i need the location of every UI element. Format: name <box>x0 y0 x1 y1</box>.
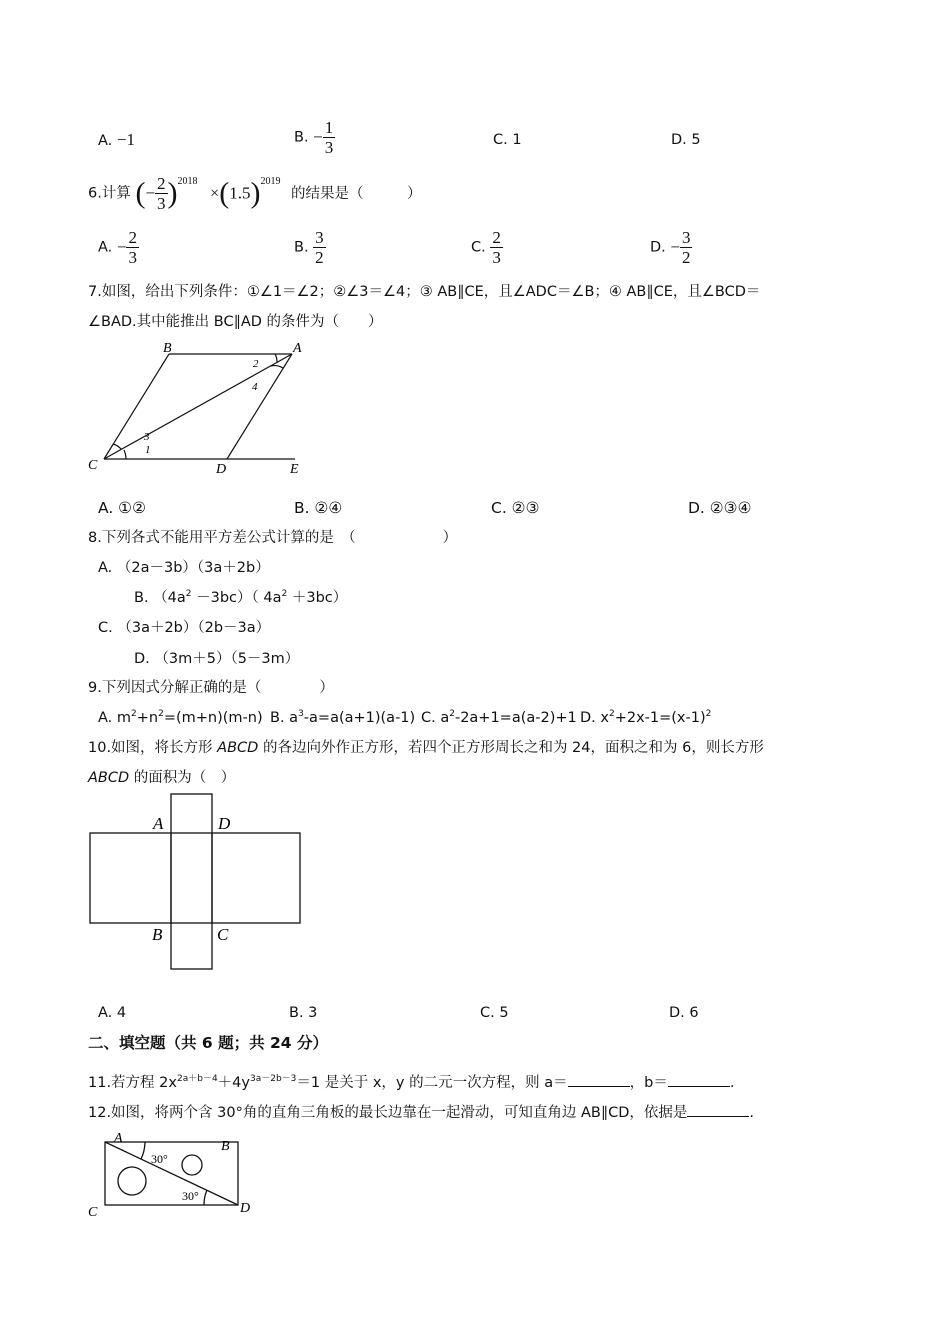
q5-option-b: B. − $\frac{1}{3}$ <box>294 118 334 157</box>
label-c: C <box>88 1205 98 1220</box>
q5-option-c: C. 1 <box>493 132 522 148</box>
label-a: A <box>114 1131 123 1146</box>
q5-option-a: A. −1 <box>98 130 135 149</box>
q8-option-a: A. （2a－3b）（3a＋2b） <box>98 560 270 576</box>
q10-option-d: D. 6 <box>669 1005 699 1021</box>
q10-option-c: C. 5 <box>480 1005 509 1021</box>
q9-option-c: C. $a^2-2a+1=a(a-2)+1$ <box>421 709 577 726</box>
q7-figure <box>85 336 315 481</box>
q9-option-b: B. $a^3-a=a(a+1)(a-1)$ <box>270 709 416 726</box>
label-b: B <box>163 341 172 356</box>
q7-option-a: A. ①② <box>98 499 146 517</box>
label-b: B <box>152 925 163 944</box>
angle-label-3: 3 <box>144 431 150 443</box>
q6-option-c: C. $\frac{2}{3}$ <box>471 228 501 267</box>
section-2-heading: 二、填空题（共 6 题；共 24 分） <box>88 1034 328 1052</box>
angle-label-30-bottom: 30° <box>182 1189 199 1203</box>
q8-option-c: C. （3a＋2b）（2b－3a） <box>98 620 271 636</box>
q9-option-d: D. $x^2+2x-1=(x-1)^2$ <box>580 709 712 726</box>
q5-option-d: D. 5 <box>671 132 701 148</box>
q9-option-a: A. $m^2+n^2=(m+n)(m-n)$ <box>98 709 263 726</box>
label-d: D <box>240 1201 251 1216</box>
question-7-line-1: 7.如图，给出下列条件：①∠1＝∠2；②∠3＝∠4；③ AB∥CE，且∠ADC＝∠B；④ AB∥CE，且∠BCD＝ <box>88 284 761 300</box>
angle-label-1: 1 <box>145 444 151 456</box>
q7-option-b: B. ②④ <box>294 499 343 517</box>
question-7-line-2: ∠BAD.其中能推出 BC∥AD 的条件为（ ） <box>88 314 383 330</box>
q8-option-b: B. $(4a^2 -3bc)$（ $4a^2 +3bc$） <box>134 589 348 606</box>
answer-blank-a[interactable] <box>568 1072 630 1087</box>
answer-blank-b[interactable] <box>668 1072 730 1087</box>
label-a: A <box>153 814 164 833</box>
question-8-stem: 8.下列各式不能用平方差公式计算的是 （ ） <box>88 530 458 546</box>
label-e: E <box>290 462 299 477</box>
label-c: C <box>217 925 229 944</box>
question-10-line-1: 10.如图，将长方形 ABCD 的各边向外作正方形，若四个正方形周长之和为 24，面积之和为 6，则长方形 <box>88 740 764 756</box>
q10-option-b: B. 3 <box>289 1005 318 1021</box>
label-d: D <box>216 462 227 477</box>
angle-label-4: 4 <box>252 381 258 393</box>
label-a: A <box>293 341 302 356</box>
question-11: 11.若方程 $2x^{2a+b-4}+4y^{3a-2b-3}=1$ 是关于 x，y 的二元一次方程，则 a＝ ，b＝ . <box>88 1072 734 1093</box>
question-6-stem: 6.计算 (− $\frac{2}{3}$ )$^{2018} \times(1.5)^{2019}$ 的结果是（ ） <box>88 174 422 213</box>
answer-blank-reason[interactable] <box>687 1102 749 1117</box>
q8-option-d: D. （3m＋5）（5－3m） <box>134 651 300 667</box>
q6-option-a: A. − $\frac{2}{3}$ <box>98 228 137 267</box>
q6-option-d: D. − $\frac{3}{2}$ <box>650 228 691 267</box>
q12-figure <box>85 1128 265 1223</box>
q7-option-c: C. ②③ <box>491 499 540 517</box>
label-d: D <box>218 814 231 833</box>
question-9-stem: 9.下列因式分解正确的是（ ） <box>88 680 334 696</box>
angle-label-2: 2 <box>253 358 259 370</box>
q10-option-a: A. 4 <box>98 1005 127 1021</box>
question-12: 12.如图，将两个含 30°角的直角三角板的最长边靠在一起滑动，可知直角边 AB∥CD，依据是 . <box>88 1102 754 1123</box>
angle-label-30-top: 30° <box>151 1152 168 1166</box>
q6-option-b: B. $\frac{3}{2}$ <box>294 228 324 267</box>
question-10-line-2: ABCD 的面积为（ ） <box>88 770 236 786</box>
q7-option-d: D. ②③④ <box>688 499 752 517</box>
label-c: C <box>88 458 98 473</box>
q10-figure <box>85 790 310 975</box>
label-b: B <box>221 1139 230 1154</box>
